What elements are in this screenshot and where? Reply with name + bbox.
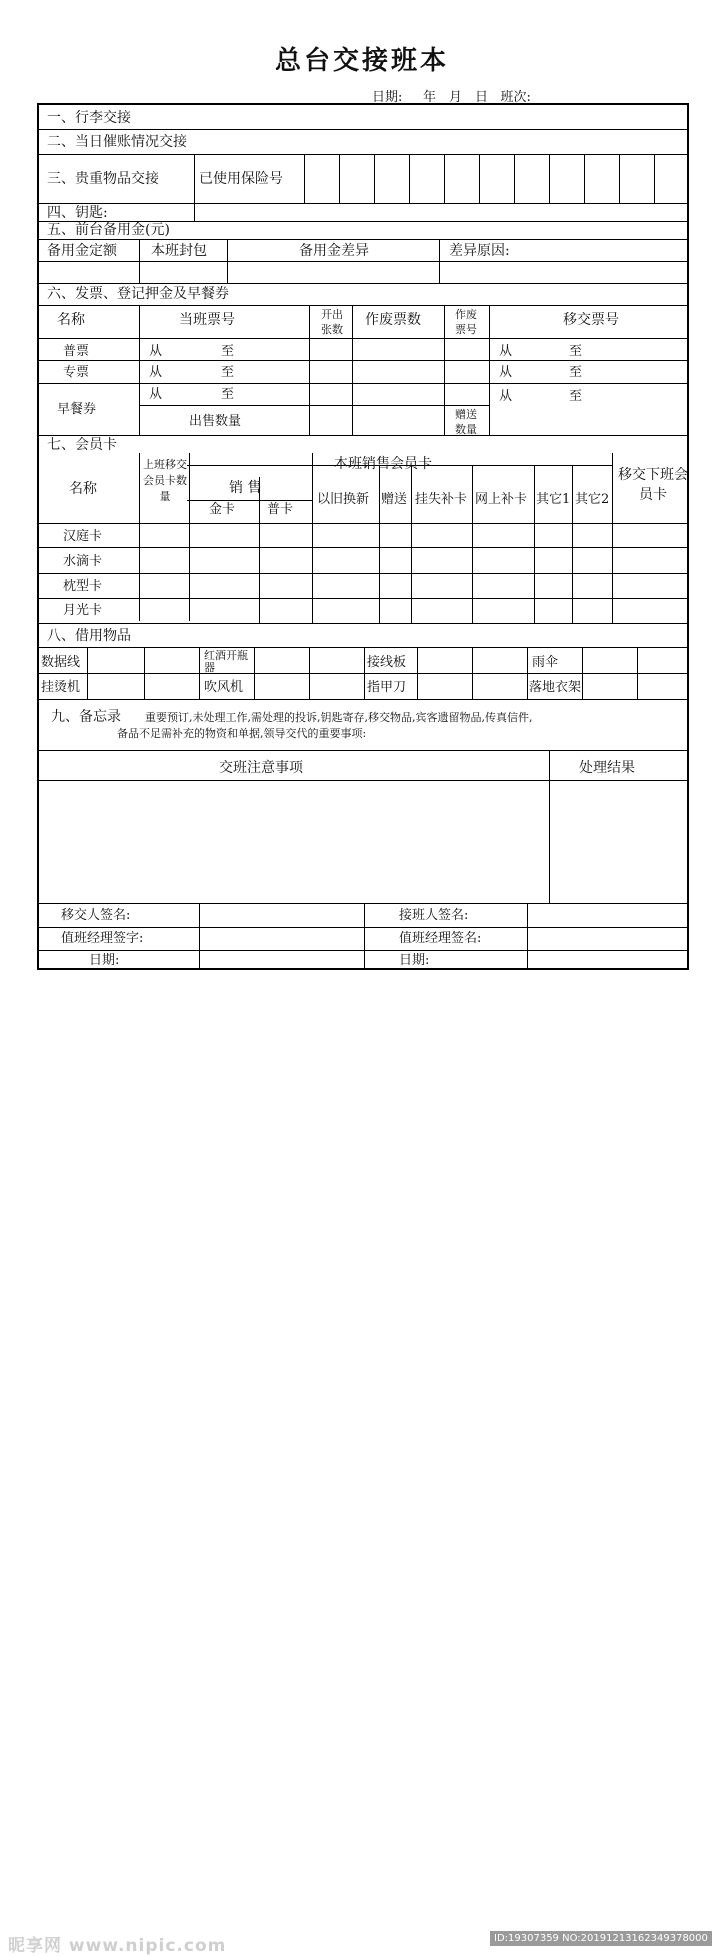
row-pillow-card: 枕型卡	[63, 579, 103, 594]
section-member-cards: 七、会员卡	[47, 437, 117, 453]
memo-note-2: 备品不足需补充的物资和单据,领导交代的重要事项:	[117, 727, 367, 740]
from-label: 从	[499, 344, 513, 359]
item-steamer: 挂烫机	[41, 680, 81, 695]
from-label: 从	[499, 365, 513, 380]
row-breakfast: 早餐券	[57, 402, 97, 417]
item-umbrella: 雨伞	[532, 655, 559, 670]
section-petty-cash: 五、前台备用金(元)	[47, 222, 170, 238]
row-moon-card: 月光卡	[63, 603, 103, 618]
col-loss-reissue: 挂失补卡	[415, 492, 468, 507]
watermark-logo: 昵享网 www.nipic.com	[8, 1936, 227, 1956]
footer	[0, 965, 724, 1956]
to-label: 至	[221, 365, 235, 380]
date-shift-line: 日期: 年__月__日 班次:	[372, 90, 531, 105]
from-label: 从	[499, 389, 513, 404]
section-keys: 四、钥匙:	[47, 205, 108, 221]
col-sale: 销 售	[229, 480, 262, 496]
col-diff-reason: 差异原因:	[449, 243, 510, 259]
col-exchange: 以旧换新	[317, 492, 370, 507]
section-bills: 二、当日催账情况交接	[47, 134, 187, 150]
item-coat-rack: 落地衣架	[529, 680, 582, 695]
manager-sign-label-right: 值班经理签名:	[399, 931, 482, 946]
col-name: 名称	[57, 312, 85, 328]
col-sold-header: 本班销售会员卡	[334, 456, 432, 472]
to-label: 至	[221, 344, 235, 359]
col-other1: 其它1	[536, 492, 571, 507]
col-card-name: 名称	[69, 481, 97, 497]
col-petty-diff: 备用金差异	[299, 243, 369, 259]
col-prev-cards: 上班移交会员卡数量	[143, 458, 187, 503]
item-data-cable: 数据线	[41, 655, 81, 670]
col-normal-card: 普卡	[267, 502, 294, 517]
col-issued: 开出张数	[321, 308, 343, 336]
handover-form	[37, 103, 689, 970]
date-label-left: 日期:	[89, 953, 120, 968]
col-petty-quota: 备用金定额	[47, 243, 117, 259]
col-current-tickets: 当班票号	[179, 312, 235, 328]
col-online-reissue: 网上补卡	[475, 492, 528, 507]
row-hanting-card: 汉庭卡	[63, 529, 103, 544]
handover-signature-label: 移交人签名:	[61, 908, 131, 923]
row-normal-invoice: 普票	[63, 344, 90, 359]
page-title: 总台交接班本	[274, 46, 449, 76]
section-invoices: 六、发票、登记押金及早餐券	[47, 286, 229, 302]
item-hair-dryer: 吹风机	[204, 680, 244, 695]
receiver-signature-label: 接班人签名:	[399, 908, 469, 923]
to-label: 至	[569, 365, 583, 380]
col-void-no: 作废票号	[455, 308, 477, 336]
section-valuables: 三、贵重物品交接	[47, 171, 159, 187]
from-label: 从	[149, 365, 163, 380]
col-handling-result: 处理结果	[579, 760, 635, 776]
item-opener: 红酒开瓶器	[204, 649, 248, 674]
to-label: 至	[569, 389, 583, 404]
date-label-right: 日期:	[399, 953, 430, 968]
col-handover-notice: 交班注意事项	[219, 760, 303, 776]
col-sealed: 本班封包	[151, 243, 207, 259]
section-luggage: 一、行李交接	[47, 110, 131, 126]
memo-note-1: 重要预订,未处理工作,需处理的投诉,钥匙寄存,移交物品,宾客遗留物品,传真信件,	[145, 711, 533, 724]
col-void-count: 作废票数	[365, 312, 421, 328]
section-borrowed: 八、借用物品	[47, 628, 131, 644]
gift-count-label: 赠送数量	[455, 408, 477, 436]
to-label: 至	[221, 387, 235, 402]
item-power-strip: 接线板	[367, 655, 407, 670]
col-transfer-tickets: 移交票号	[563, 312, 619, 328]
col-next-shift-cards: 移交下班会员卡	[618, 467, 688, 503]
image-id-strip: ID:19307359 NO:20191213162349378000	[490, 1931, 712, 1946]
manager-sign-label-left: 值班经理签字:	[61, 931, 144, 946]
used-safe-box-label: 已使用保险号	[199, 171, 283, 187]
section-memo: 九、备忘录	[51, 709, 121, 725]
item-nail-clipper: 指甲刀	[367, 680, 407, 695]
col-gold-card: 金卡	[209, 502, 236, 517]
col-gift: 赠送	[381, 492, 408, 507]
from-label: 从	[149, 387, 163, 402]
sold-count-label: 出售数量	[189, 414, 242, 429]
col-other2: 其它2	[575, 492, 610, 507]
from-label: 从	[149, 344, 163, 359]
row-special-invoice: 专票	[63, 365, 90, 380]
row-water-card: 水滴卡	[63, 554, 103, 569]
to-label: 至	[569, 344, 583, 359]
